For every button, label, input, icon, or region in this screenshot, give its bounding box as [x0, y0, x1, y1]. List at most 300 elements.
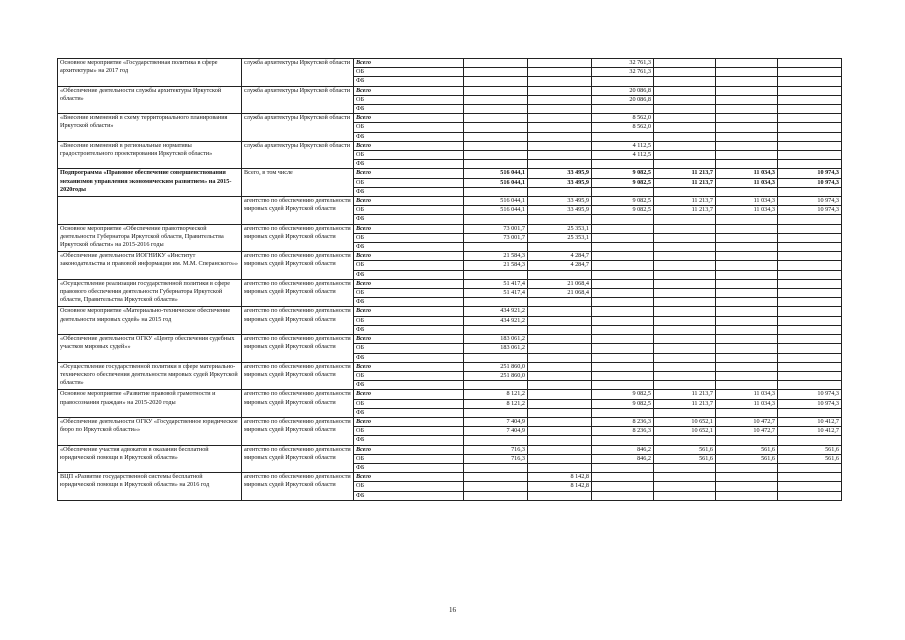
amount-cell: [654, 141, 716, 150]
amount-cell: [592, 215, 654, 224]
amount-cell: [716, 289, 778, 298]
amount-cell: 10 974,3: [778, 206, 842, 215]
amount-cell: [778, 473, 842, 482]
amount-cell: 11 034,3: [716, 399, 778, 408]
amount-cell: [778, 215, 842, 224]
amount-cell: 8 562,0: [592, 114, 654, 123]
amount-cell: [778, 436, 842, 445]
amount-cell: 561,6: [654, 445, 716, 454]
funding-source-cell: ОБ: [354, 316, 464, 325]
amount-cell: [778, 307, 842, 316]
responsible-cell: агентство по обеспечению деятельности мировых судей Иркутской области: [242, 445, 354, 473]
funding-source-cell: Всего: [354, 445, 464, 454]
amount-cell: 21 584,3: [464, 252, 528, 261]
amount-cell: [464, 270, 528, 279]
amount-cell: [464, 123, 528, 132]
amount-cell: [592, 279, 654, 288]
amount-cell: 11 034,3: [716, 178, 778, 187]
amount-cell: [654, 279, 716, 288]
funding-source-cell: ОБ: [354, 233, 464, 242]
amount-cell: [778, 325, 842, 334]
funding-source-cell: ОБ: [354, 95, 464, 104]
amount-cell: 434 921,2: [464, 307, 528, 316]
amount-cell: 21 068,4: [528, 289, 592, 298]
amount-cell: 51 417,4: [464, 289, 528, 298]
amount-cell: [778, 316, 842, 325]
amount-cell: 11 213,7: [654, 178, 716, 187]
budget-table: [57, 58, 842, 501]
table-row: [58, 252, 842, 261]
amount-cell: [592, 381, 654, 390]
responsible-cell: служба архитектуры Иркутской области: [242, 141, 354, 169]
funding-source-cell: ФБ: [354, 298, 464, 307]
event-name-cell: Подпрограмма «Правовое обеспечение совершенствования механизмов управления экономическим развитием» на 2015-2020годы: [58, 169, 242, 197]
amount-cell: [654, 344, 716, 353]
funding-source-cell: ФБ: [354, 463, 464, 472]
amount-cell: 11 034,3: [716, 169, 778, 178]
amount-cell: [654, 436, 716, 445]
event-name-cell: «Осуществление государственной политики в сфере материально-технического обеспечения деятельности мировых судей Иркутской области»: [58, 362, 242, 390]
funding-source-cell: ФБ: [354, 215, 464, 224]
amount-cell: [592, 473, 654, 482]
amount-cell: [716, 463, 778, 472]
amount-cell: [528, 270, 592, 279]
table-row: [58, 473, 842, 482]
amount-cell: [592, 261, 654, 270]
table-row: [58, 335, 842, 344]
amount-cell: 11 213,7: [654, 390, 716, 399]
amount-cell: [716, 233, 778, 242]
amount-cell: [654, 473, 716, 482]
amount-cell: [528, 417, 592, 426]
funding-source-cell: ОБ: [354, 123, 464, 132]
amount-cell: [778, 114, 842, 123]
amount-cell: [464, 381, 528, 390]
amount-cell: [654, 371, 716, 380]
amount-cell: 516 044,1: [464, 178, 528, 187]
table-row: [58, 417, 842, 426]
amount-cell: [528, 114, 592, 123]
amount-cell: [528, 160, 592, 169]
funding-source-cell: ФБ: [354, 132, 464, 141]
amount-cell: [528, 344, 592, 353]
amount-cell: [716, 160, 778, 169]
amount-cell: [778, 77, 842, 86]
amount-cell: [464, 436, 528, 445]
amount-cell: [464, 95, 528, 104]
amount-cell: [716, 68, 778, 77]
amount-cell: [592, 463, 654, 472]
funding-source-cell: ФБ: [354, 408, 464, 417]
amount-cell: 32 761,3: [592, 59, 654, 68]
amount-cell: [592, 335, 654, 344]
amount-cell: 10 974,3: [778, 169, 842, 178]
responsible-cell: агентство по обеспечению деятельности мировых судей Иркутской области: [242, 390, 354, 418]
amount-cell: [528, 77, 592, 86]
amount-cell: [778, 279, 842, 288]
amount-cell: 516 044,1: [464, 169, 528, 178]
amount-cell: 25 353,1: [528, 233, 592, 242]
amount-cell: [528, 353, 592, 362]
amount-cell: [654, 68, 716, 77]
amount-cell: [778, 243, 842, 252]
amount-cell: [464, 187, 528, 196]
amount-cell: [592, 491, 654, 500]
amount-cell: [716, 473, 778, 482]
amount-cell: 561,6: [654, 454, 716, 463]
amount-cell: 10 974,3: [778, 399, 842, 408]
amount-cell: 9 082,5: [592, 197, 654, 206]
amount-cell: [528, 215, 592, 224]
amount-cell: [654, 316, 716, 325]
amount-cell: [716, 408, 778, 417]
amount-cell: 21 584,3: [464, 261, 528, 270]
funding-source-cell: ФБ: [354, 491, 464, 500]
amount-cell: 716,3: [464, 454, 528, 463]
amount-cell: [778, 95, 842, 104]
funding-source-cell: ОБ: [354, 178, 464, 187]
responsible-cell: агентство по обеспечению деятельности мировых судей Иркутской области: [242, 417, 354, 445]
table-row: [58, 59, 842, 68]
amount-cell: [592, 482, 654, 491]
amount-cell: [654, 252, 716, 261]
amount-cell: [716, 362, 778, 371]
amount-cell: [716, 95, 778, 104]
funding-source-cell: ОБ: [354, 371, 464, 380]
amount-cell: [778, 86, 842, 95]
amount-cell: [464, 59, 528, 68]
amount-cell: [654, 215, 716, 224]
amount-cell: 251 860,0: [464, 371, 528, 380]
amount-cell: 8 142,8: [528, 473, 592, 482]
amount-cell: 10 652,1: [654, 417, 716, 426]
table-row: [58, 141, 842, 150]
funding-source-cell: ОБ: [354, 68, 464, 77]
amount-cell: [464, 141, 528, 150]
funding-source-cell: Всего: [354, 197, 464, 206]
amount-cell: [528, 68, 592, 77]
amount-cell: [716, 353, 778, 362]
amount-cell: 4 284,7: [528, 261, 592, 270]
amount-cell: [464, 105, 528, 114]
amount-cell: [654, 151, 716, 160]
amount-cell: [654, 95, 716, 104]
event-name-cell: «Обеспечение деятельности ОГКУ «Государственное юридическое бюро по Иркутской области»»: [58, 417, 242, 445]
amount-cell: 434 921,2: [464, 316, 528, 325]
amount-cell: [716, 371, 778, 380]
amount-cell: 11 213,7: [654, 206, 716, 215]
amount-cell: 10 652,1: [654, 427, 716, 436]
funding-source-cell: Всего: [354, 114, 464, 123]
funding-source-cell: Всего: [354, 473, 464, 482]
amount-cell: 8 562,0: [592, 123, 654, 132]
amount-cell: [716, 59, 778, 68]
amount-cell: [716, 86, 778, 95]
amount-cell: [528, 307, 592, 316]
amount-cell: [716, 316, 778, 325]
amount-cell: [592, 371, 654, 380]
amount-cell: [654, 187, 716, 196]
responsible-cell: агентство по обеспечению деятельности мировых судей Иркутской области: [242, 197, 354, 225]
amount-cell: [592, 344, 654, 353]
amount-cell: [778, 482, 842, 491]
amount-cell: [654, 325, 716, 334]
amount-cell: 7 404,9: [464, 427, 528, 436]
amount-cell: [654, 160, 716, 169]
amount-cell: 10 974,3: [778, 390, 842, 399]
funding-source-cell: ОБ: [354, 427, 464, 436]
funding-source-cell: ФБ: [354, 160, 464, 169]
amount-cell: 8 236,3: [592, 417, 654, 426]
amount-cell: [592, 224, 654, 233]
amount-cell: [716, 279, 778, 288]
table-row: [58, 279, 842, 288]
amount-cell: [778, 151, 842, 160]
amount-cell: [654, 77, 716, 86]
amount-cell: [464, 243, 528, 252]
amount-cell: 11 213,7: [654, 197, 716, 206]
amount-cell: [716, 381, 778, 390]
table-row: [58, 445, 842, 454]
responsible-cell: служба архитектуры Иркутской области: [242, 86, 354, 114]
amount-cell: [464, 298, 528, 307]
amount-cell: 561,6: [778, 445, 842, 454]
amount-cell: [528, 399, 592, 408]
amount-cell: [716, 344, 778, 353]
amount-cell: [778, 270, 842, 279]
amount-cell: [592, 408, 654, 417]
event-name-cell: [58, 197, 242, 225]
amount-cell: [654, 289, 716, 298]
responsible-cell: агентство по обеспечению деятельности мировых судей Иркутской области: [242, 224, 354, 252]
amount-cell: [464, 77, 528, 86]
amount-cell: [528, 187, 592, 196]
responsible-cell: агентство по обеспечению деятельности мировых судей Иркутской области: [242, 335, 354, 363]
amount-cell: [654, 261, 716, 270]
amount-cell: [528, 151, 592, 160]
funding-source-cell: Всего: [354, 224, 464, 233]
amount-cell: 4 112,5: [592, 141, 654, 150]
amount-cell: [778, 371, 842, 380]
responsible-cell: агентство по обеспечению деятельности мировых судей Иркутской области: [242, 252, 354, 280]
funding-source-cell: ФБ: [354, 353, 464, 362]
amount-cell: [654, 298, 716, 307]
event-name-cell: Основное мероприятие «Государственная политика в сфере архитектуры» на 2017 год: [58, 59, 242, 87]
amount-cell: [716, 491, 778, 500]
amount-cell: [592, 132, 654, 141]
amount-cell: [592, 243, 654, 252]
amount-cell: [592, 316, 654, 325]
funding-source-cell: ФБ: [354, 243, 464, 252]
amount-cell: [464, 132, 528, 141]
responsible-cell: служба архитектуры Иркутской области: [242, 59, 354, 87]
table-row: [58, 197, 842, 206]
amount-cell: [528, 445, 592, 454]
event-name-cell: Основное мероприятие «Обеспечение правотворческой деятельности Губернатора Иркутской области, Правительства Иркутской области» на 2015-2016 годы: [58, 224, 242, 252]
amount-cell: 10 472,7: [716, 427, 778, 436]
page-number: 16: [449, 606, 456, 614]
amount-cell: [778, 187, 842, 196]
table-row: [58, 307, 842, 316]
amount-cell: [464, 160, 528, 169]
amount-cell: [528, 86, 592, 95]
amount-cell: [464, 114, 528, 123]
amount-cell: [654, 233, 716, 242]
amount-cell: 10 412,7: [778, 427, 842, 436]
funding-source-cell: ОБ: [354, 399, 464, 408]
amount-cell: [778, 233, 842, 242]
amount-cell: [528, 123, 592, 132]
amount-cell: 4 112,5: [592, 151, 654, 160]
funding-source-cell: Всего: [354, 307, 464, 316]
funding-source-cell: ФБ: [354, 77, 464, 86]
amount-cell: 9 082,5: [592, 178, 654, 187]
amount-cell: [654, 335, 716, 344]
amount-cell: [778, 353, 842, 362]
amount-cell: [528, 95, 592, 104]
amount-cell: 10 472,7: [716, 417, 778, 426]
amount-cell: [778, 123, 842, 132]
amount-cell: [716, 436, 778, 445]
event-name-cell: Основное мероприятие «Материально-техническое обеспечение деятельности мировых судей» на 2015 год: [58, 307, 242, 335]
amount-cell: 8 236,3: [592, 427, 654, 436]
amount-cell: [778, 105, 842, 114]
amount-cell: [654, 132, 716, 141]
amount-cell: [528, 381, 592, 390]
amount-cell: [528, 141, 592, 150]
amount-cell: 25 353,1: [528, 224, 592, 233]
table-row: [58, 86, 842, 95]
amount-cell: [528, 59, 592, 68]
funding-source-cell: ОБ: [354, 206, 464, 215]
amount-cell: 20 086,8: [592, 86, 654, 95]
amount-cell: 183 061,2: [464, 344, 528, 353]
amount-cell: 8 121,2: [464, 390, 528, 399]
responsible-cell: агентство по обеспечению деятельности мировых судей Иркутской области: [242, 279, 354, 307]
amount-cell: 11 034,3: [716, 390, 778, 399]
amount-cell: [464, 353, 528, 362]
event-name-cell: «Обеспечение деятельности ИОГНИКУ «Институт законодательства и правовой информации им. М.М. Сперанского»»: [58, 252, 242, 280]
event-name-cell: «Осуществление реализации государственной политики в сфере правового обеспечения деятельности Губернатора Иркутской области, Правительства Иркутской области»: [58, 279, 242, 307]
amount-cell: [716, 132, 778, 141]
amount-cell: [528, 362, 592, 371]
amount-cell: [778, 141, 842, 150]
amount-cell: [716, 298, 778, 307]
event-name-cell: «Обеспечение участия адвокатов в оказании бесплатной юридической помощи в Иркутской области»: [58, 445, 242, 473]
funding-source-cell: Всего: [354, 417, 464, 426]
amount-cell: [778, 160, 842, 169]
amount-cell: [528, 491, 592, 500]
amount-cell: 11 213,7: [654, 169, 716, 178]
amount-cell: [778, 252, 842, 261]
amount-cell: 183 061,2: [464, 335, 528, 344]
amount-cell: [592, 325, 654, 334]
amount-cell: [654, 270, 716, 279]
funding-source-cell: ФБ: [354, 436, 464, 445]
funding-source-cell: ОБ: [354, 289, 464, 298]
amount-cell: [778, 224, 842, 233]
responsible-cell: агентство по обеспечению деятельности мировых судей Иркутской области: [242, 362, 354, 390]
funding-source-cell: ОБ: [354, 261, 464, 270]
amount-cell: [716, 215, 778, 224]
amount-cell: [528, 243, 592, 252]
responsible-cell: агентство по обеспечению деятельности мировых судей Иркутской области: [242, 307, 354, 335]
amount-cell: [778, 132, 842, 141]
amount-cell: [528, 325, 592, 334]
funding-source-cell: Всего: [354, 169, 464, 178]
amount-cell: [716, 123, 778, 132]
budget-table-sheet: [57, 58, 841, 501]
amount-cell: 561,6: [716, 445, 778, 454]
amount-cell: 4 284,7: [528, 252, 592, 261]
amount-cell: 716,3: [464, 445, 528, 454]
funding-source-cell: ОБ: [354, 344, 464, 353]
amount-cell: [464, 491, 528, 500]
responsible-cell: Всего, в том числе: [242, 169, 354, 197]
table-row: [58, 114, 842, 123]
amount-cell: [716, 482, 778, 491]
event-name-cell: Основное мероприятие «Развитие правовой грамотности и правосознания граждан» на 2015-2020 годы: [58, 390, 242, 418]
amount-cell: [528, 298, 592, 307]
funding-source-cell: ОБ: [354, 151, 464, 160]
amount-cell: [592, 187, 654, 196]
amount-cell: [654, 491, 716, 500]
amount-cell: [716, 224, 778, 233]
amount-cell: [778, 408, 842, 417]
funding-source-cell: Всего: [354, 390, 464, 399]
amount-cell: [654, 123, 716, 132]
amount-cell: [464, 463, 528, 472]
amount-cell: [592, 252, 654, 261]
funding-source-cell: ОБ: [354, 454, 464, 463]
amount-cell: 32 761,3: [592, 68, 654, 77]
amount-cell: [654, 243, 716, 252]
amount-cell: [716, 270, 778, 279]
amount-cell: 9 082,5: [592, 399, 654, 408]
amount-cell: [464, 68, 528, 77]
amount-cell: [654, 86, 716, 95]
amount-cell: [778, 261, 842, 270]
amount-cell: [464, 473, 528, 482]
amount-cell: [528, 132, 592, 141]
funding-source-cell: Всего: [354, 86, 464, 95]
amount-cell: [528, 335, 592, 344]
amount-cell: 9 082,5: [592, 206, 654, 215]
amount-cell: [654, 307, 716, 316]
amount-cell: [654, 114, 716, 123]
amount-cell: 51 417,4: [464, 279, 528, 288]
amount-cell: [528, 390, 592, 399]
event-name-cell: «Обеспечение деятельности ОГКУ «Центр обеспечения судебных участков мировых судей»»: [58, 335, 242, 363]
amount-cell: [592, 289, 654, 298]
amount-cell: [716, 141, 778, 150]
amount-cell: 9 082,5: [592, 169, 654, 178]
amount-cell: [592, 307, 654, 316]
funding-source-cell: Всего: [354, 141, 464, 150]
amount-cell: 73 001,7: [464, 224, 528, 233]
event-name-cell: «Внесение изменений в схему территориального планирования Иркутской области»: [58, 114, 242, 142]
table-row: [58, 390, 842, 399]
budget-table-body: [58, 59, 842, 501]
amount-cell: 73 001,7: [464, 233, 528, 242]
amount-cell: [778, 362, 842, 371]
table-row: [58, 362, 842, 371]
amount-cell: [716, 187, 778, 196]
amount-cell: [778, 68, 842, 77]
amount-cell: 8 142,8: [528, 482, 592, 491]
amount-cell: [716, 243, 778, 252]
amount-cell: 10 974,3: [778, 197, 842, 206]
